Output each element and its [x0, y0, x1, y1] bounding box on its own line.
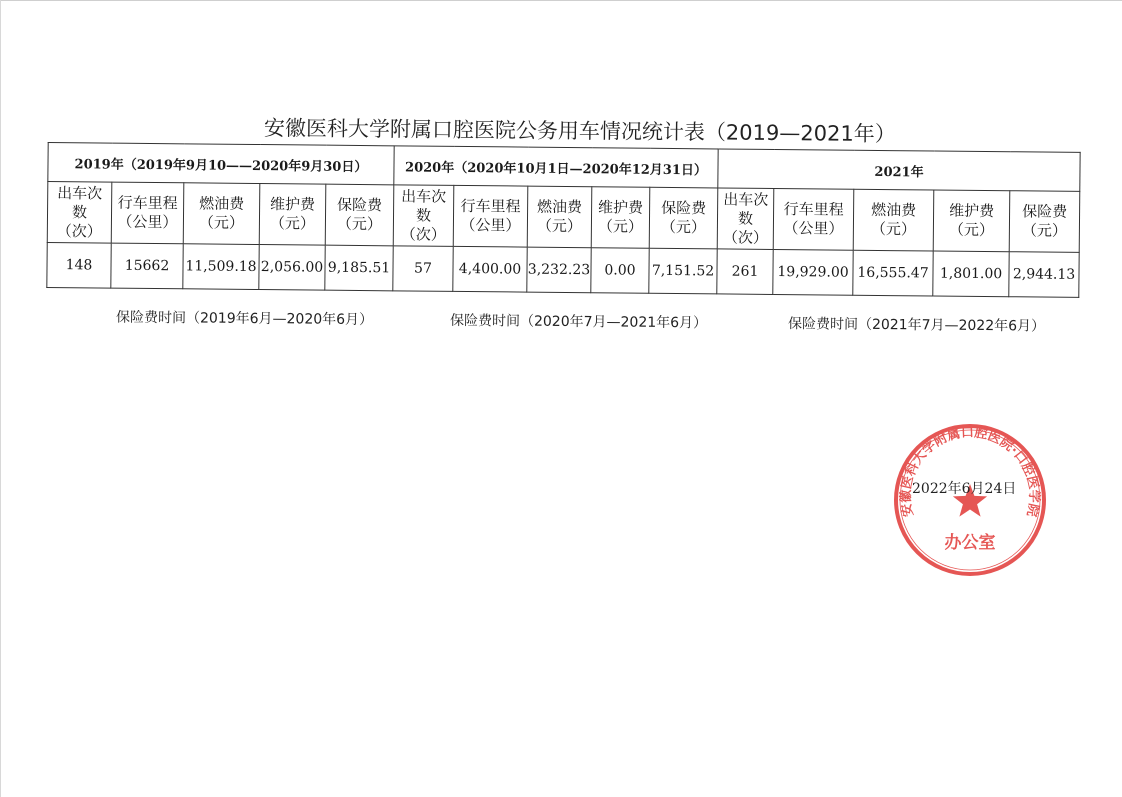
insurance-period-note-2020: 保险费时间（2020年7月—2021年6月）: [449, 312, 708, 332]
period-2019-label: 2019年（2019年9月10——2020年9月30日）: [48, 143, 394, 185]
value-mileage-2019: 15662: [111, 243, 183, 289]
header-trips: 出车次 数 （次）: [393, 185, 454, 247]
svg-text:安徽医科大学附属口腔医院·口腔医学院: 安徽医科大学附属口腔医院·口腔医学院: [898, 425, 1042, 518]
header-fuel-cost: 燃油费 （元）: [183, 183, 260, 245]
value-insurance-2019: 9,185.51: [325, 245, 393, 291]
header-maintenance-cost: 维护费 （元）: [591, 187, 650, 249]
document-title: 安徽医科大学附属口腔医院公务用车情况统计表（2019—2021年）: [263, 116, 896, 147]
header-fuel-cost: 燃油费 （元）: [527, 186, 592, 248]
seal-icon: [890, 420, 1050, 580]
header-mileage: 行车里程 （公里）: [111, 182, 184, 244]
header-mileage: 行车里程 （公里）: [773, 188, 854, 250]
header-trips: 出车次 数 （次）: [47, 182, 112, 244]
insurance-period-note-2021: 保险费时间（2021年7月—2022年6月）: [787, 316, 1046, 335]
header-mileage: 行车里程 （公里）: [453, 185, 528, 247]
svg-text:办公室: 办公室: [944, 533, 996, 553]
value-mileage-2021: 19,929.00: [773, 249, 853, 295]
value-maintenance-2021: 1,801.00: [933, 251, 1009, 297]
insurance-notes: [46, 288, 1080, 338]
scan-edge: [0, 0, 1, 797]
value-fuel-2020: 3,232.23: [527, 247, 591, 293]
value-fuel-2021: 16,555.47: [853, 250, 933, 296]
header-insurance-cost: 保险费 （元）: [649, 187, 718, 249]
value-insurance-2020: 7,151.52: [649, 248, 717, 294]
signature-date: 2022年6月24日: [912, 481, 1017, 497]
official-seal-stamp: [890, 420, 1050, 580]
document-body: [46, 112, 1082, 338]
header-maintenance-cost: 维护费 （元）: [259, 184, 326, 246]
value-maintenance-2019: 2,056.00: [259, 245, 325, 291]
header-fuel-cost: 燃油费 （元）: [853, 189, 934, 251]
value-insurance-2021: 2,944.13: [1009, 252, 1079, 298]
header-insurance-cost: 保险费 （元）: [1009, 191, 1080, 253]
header-insurance-cost: 保险费 （元）: [325, 184, 394, 246]
value-mileage-2020: 4,400.00: [453, 246, 527, 292]
header-maintenance-cost: 维护费 （元）: [933, 190, 1010, 252]
value-maintenance-2020: 0.00: [591, 248, 649, 294]
value-trips-2020: 57: [393, 246, 453, 292]
vehicle-statistics-table: [46, 142, 1080, 298]
value-trips-2019: 148: [47, 242, 111, 288]
header-trips: 出车次 数 （次）: [717, 188, 774, 250]
column-header-row: [47, 182, 1080, 253]
scan-edge: [0, 0, 1122, 1]
value-fuel-2019: 11,509.18: [183, 244, 259, 290]
value-trips-2021: 261: [717, 249, 773, 295]
period-2020-label: 2020年（2020年10月1日—2020年12月31日）: [394, 146, 718, 188]
insurance-period-note-2019: 保险费时间（2019年6月—2020年6月）: [115, 309, 374, 329]
period-2021-label: 2021年: [718, 149, 1080, 191]
